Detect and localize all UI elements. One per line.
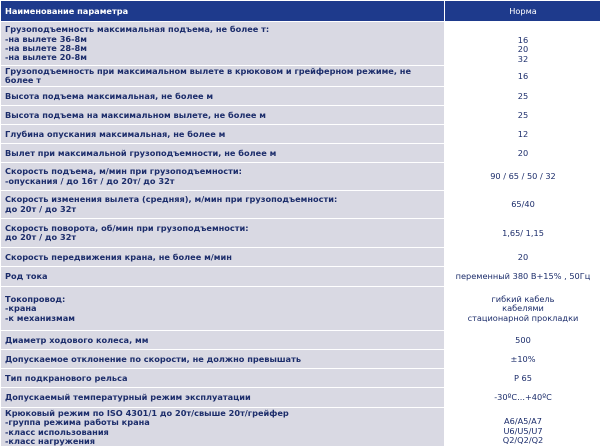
value-cell: гибкий кабель кабелями стационарной прокладки xyxy=(445,286,600,330)
param-cell: Допускаемое отклонение по скорости, не должно превышать xyxy=(1,349,445,368)
table-row xyxy=(1,143,600,162)
table-row xyxy=(1,190,600,218)
value-cell: переменный 380 В+15% , 50Гц xyxy=(445,266,600,286)
value-cell: А6/А5/А7 U6/U5/U7 Q2/Q2/Q2 xyxy=(445,407,600,447)
table-row xyxy=(1,330,600,349)
value-cell: 25 xyxy=(445,86,600,105)
table-row xyxy=(1,266,600,286)
param-cell: Токопровод: -крана -к механизмам xyxy=(1,286,445,330)
param-cell: Допускаемый температурный режим эксплуатации xyxy=(1,387,445,407)
value-cell: 500 xyxy=(445,330,600,349)
param-cell: Вылет при максимальной грузоподъемности, не более м xyxy=(1,143,445,162)
header-row xyxy=(1,1,600,22)
table-row xyxy=(1,86,600,105)
table-row xyxy=(1,407,600,447)
value-cell: -30ºС...+40ºС xyxy=(445,387,600,407)
value-cell: 16 xyxy=(445,66,600,87)
param-cell: Грузоподъемность максимальная подъема, не более т: -на вылете 36-8м -на вылете 28-8м -на вылете 20-8м xyxy=(1,22,445,66)
table-row xyxy=(1,286,600,330)
value-cell: 16 20 32 xyxy=(445,22,600,66)
table-row xyxy=(1,218,600,247)
value-cell: 20 xyxy=(445,143,600,162)
param-cell: Скорость подъема, м/мин при грузоподъемности: -опускания / до 16т / до 20т/ до 32т xyxy=(1,162,445,190)
param-cell: Скорость изменения вылета (средняя), м/мин при грузоподъемности: до 20т / до 32т xyxy=(1,190,445,218)
table-row xyxy=(1,349,600,368)
table-row xyxy=(1,105,600,124)
header-value: Норма xyxy=(445,1,600,22)
param-cell: Высота подъема максимальная, не более м xyxy=(1,86,445,105)
param-cell: Глубина опускания максимальная, не более м xyxy=(1,124,445,143)
table-row xyxy=(1,387,600,407)
table-row xyxy=(1,22,600,66)
param-cell: Диаметр ходового колеса, мм xyxy=(1,330,445,349)
value-cell: 90 / 65 / 50 / 32 xyxy=(445,162,600,190)
param-cell: Скорость поворота, об/мин при грузоподъемности: до 20т / до 32т xyxy=(1,218,445,247)
param-cell: Тип подкранового рельса xyxy=(1,368,445,387)
value-cell: 65/40 xyxy=(445,190,600,218)
param-cell: Скорость передвижения крана, не более м/мин xyxy=(1,247,445,266)
value-cell: 20 xyxy=(445,247,600,266)
param-cell: Крюковый режим по ISO 4301/1 до 20т/свыше 20т/грейфер -группа режима работы крана -класс использования -класс нагружения xyxy=(1,407,445,447)
param-cell: Грузоподъемность при максимальном вылете в крюковом и грейферном режиме, не более т xyxy=(1,66,445,87)
table-row xyxy=(1,162,600,190)
table-row xyxy=(1,368,600,387)
value-cell: ±10% xyxy=(445,349,600,368)
value-cell: 1,65/ 1,15 xyxy=(445,218,600,247)
value-cell: 12 xyxy=(445,124,600,143)
value-cell: 25 xyxy=(445,105,600,124)
table-row xyxy=(1,124,600,143)
param-cell: Высота подъема на максимальном вылете, не более м xyxy=(1,105,445,124)
param-cell: Род тока xyxy=(1,266,445,286)
table-row xyxy=(1,66,600,87)
header-param: Наименование параметра xyxy=(1,1,445,22)
table-row xyxy=(1,247,600,266)
value-cell: Р 65 xyxy=(445,368,600,387)
